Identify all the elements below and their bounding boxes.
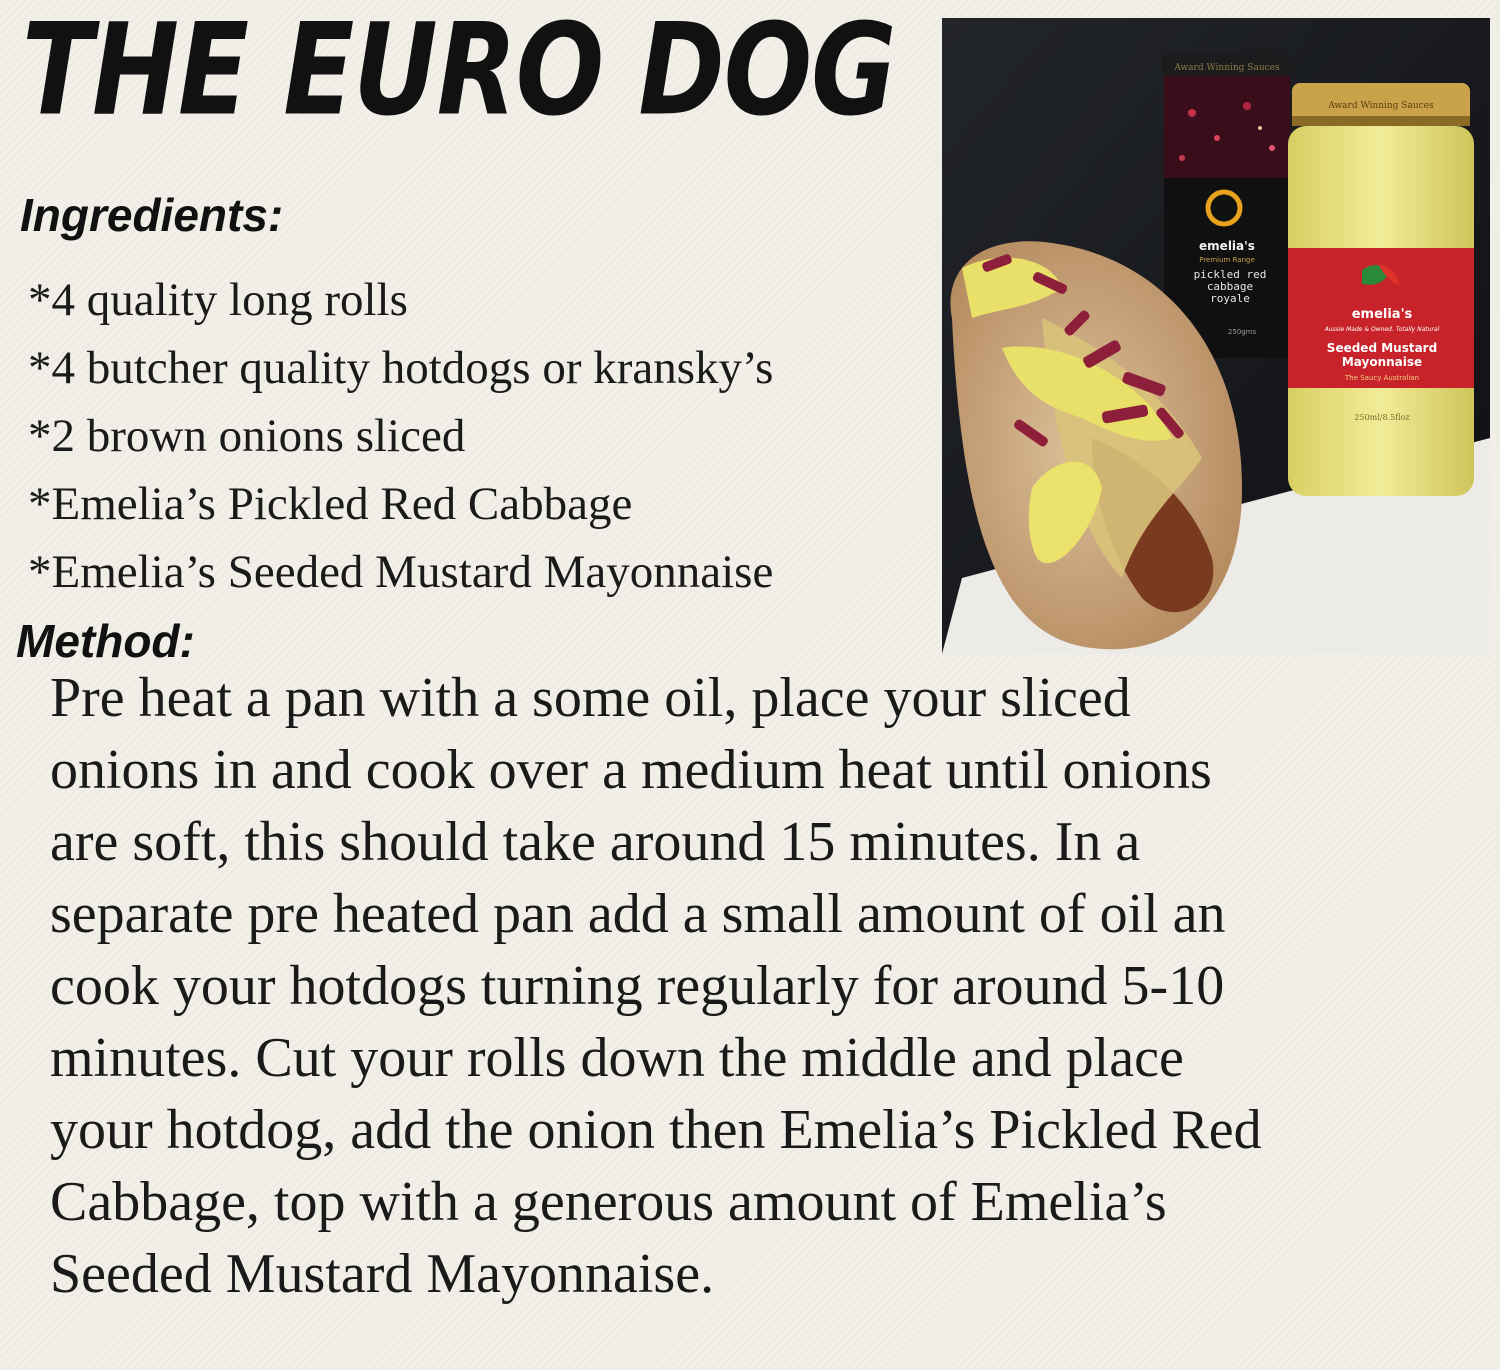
jar-left-product-2: cabbage bbox=[1206, 280, 1254, 293]
ingredient-item: *4 butcher quality hotdogs or kransky’s bbox=[28, 342, 774, 394]
jar-left-brand: emelia's bbox=[1199, 239, 1255, 253]
method-text: Pre heat a pan with a some oil, place your sliced onions in and cook over a medium heat until onions are soft, this should take around 15 minutes. In a separate pre heated pan add a small amount of oil an cook your hotdogs turning regularly for around 5-10 minutes. Cut your rolls down the middle and place your hotdog, add the onion then Emelia’s Pickled Red Cabbage, top with a generous amount of Emelia’s Seeded Mustard Mayonnaise. bbox=[50, 667, 1262, 1305]
jar-left-product-3: royale bbox=[1210, 292, 1250, 305]
jar-right-brand: emelia's bbox=[1351, 307, 1413, 322]
ingredients-list bbox=[28, 266, 773, 606]
jar-right-sub: The Saucy Australian bbox=[1344, 374, 1420, 382]
jar-right-product-1: Seeded Mustard bbox=[1326, 341, 1438, 355]
jar-seeded-mustard-mayonnaise bbox=[1288, 83, 1474, 496]
ingredients-heading: Ingredients: bbox=[20, 189, 284, 241]
jar-right-product-2: Mayonnaise bbox=[1341, 355, 1423, 369]
ingredient-item: *4 quality long rolls bbox=[28, 274, 408, 326]
recipe-title: THE EURO DOG bbox=[22, 0, 896, 144]
jar-right-lid-text: Award Winning Sauces bbox=[1328, 101, 1434, 111]
jar-right-tagline: Aussie Made & Owned. Totally Natural bbox=[1324, 326, 1440, 333]
product-photo bbox=[942, 18, 1490, 654]
jar-left-range: Premium Range bbox=[1199, 256, 1255, 264]
jar-right-volume: 250ml/8.5floz bbox=[1354, 413, 1410, 422]
ingredient-item: *2 brown onions sliced bbox=[28, 410, 466, 462]
jar-left-lid-text: Award Winning Sauces bbox=[1174, 63, 1280, 73]
jar-left-product-1: pickled red bbox=[1193, 268, 1267, 281]
ingredient-item: *Emelia’s Pickled Red Cabbage bbox=[28, 478, 633, 530]
ingredient-item: *Emelia’s Seeded Mustard Mayonnaise bbox=[28, 546, 774, 598]
method-heading: Method: bbox=[16, 615, 195, 667]
jar-left-weight: 250gms bbox=[1227, 328, 1257, 336]
